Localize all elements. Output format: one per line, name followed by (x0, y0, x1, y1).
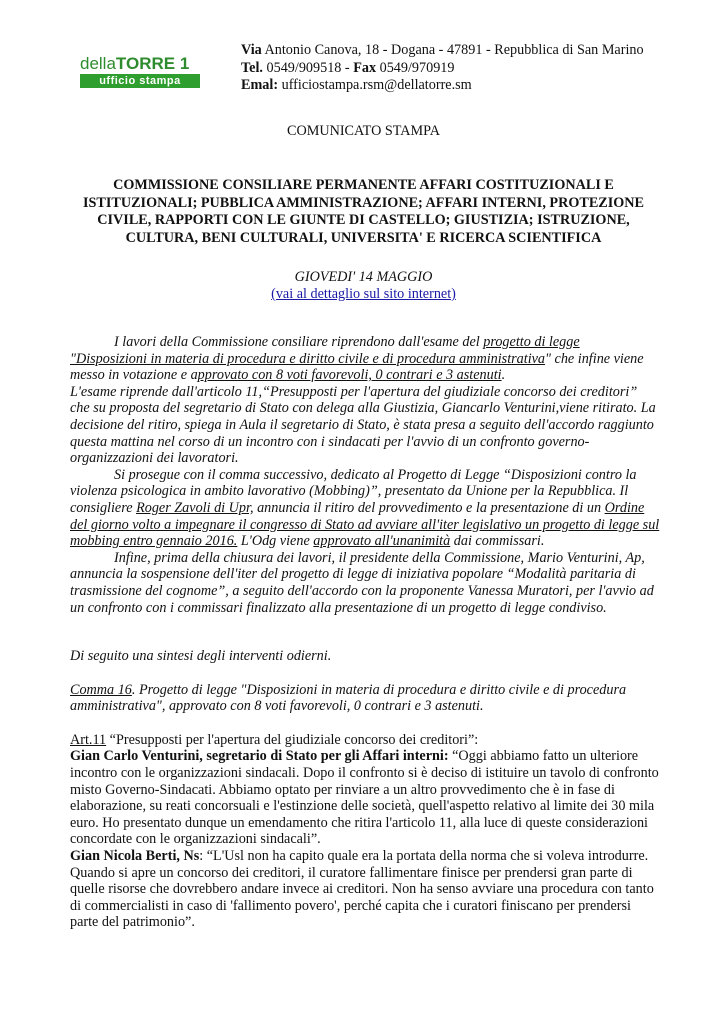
spacer (70, 616, 660, 648)
comma-text: . Progetto di legge "Disposizioni in materia di procedura e diritto civile e di procedura amministrativa", approvato con 8 voti favorevoli, 0 contrari e 3 astenuti. (70, 681, 627, 715)
logo-brand-bold: TORRE 1 (115, 54, 190, 73)
logo-brand-light: della (80, 54, 116, 73)
date-block (70, 269, 657, 303)
article-body (70, 334, 660, 931)
speaker-text: “Oggi abbiamo fatto un ulteriore incontro con le organizzazioni sindacali. Dopo il confronto si è deciso di istituire un tavolo di confronto misto Governo-Sindacati. Abbiamo optato per rinviare a un altro provvedimento che è in fase di elaborazione, su reati concorsuali e l'estinzione delle società, quell'aspetto relativo al limite dei 30 mila euro. Ho presentato dunque un emendamento che ritira l'articolo 11, alla luce di queste considerazioni concordate con le organizzazioni sindacali”. (70, 748, 659, 848)
speaker-name: Gian Carlo Venturini, segretario di Stato per gli Affari interni: (70, 748, 449, 765)
details-link[interactable]: (vai al dettaglio sul sito internet) (271, 286, 456, 302)
speaker-name: Gian Nicola Berti, Ns (70, 848, 200, 865)
p1-text-e: . (501, 367, 506, 384)
comma-paragraph (70, 682, 660, 715)
spacer (70, 665, 660, 682)
paragraph-intro (70, 334, 660, 384)
logo (80, 55, 200, 88)
approval-link[interactable]: pprovato con 8 voti favorevoli, 0 contrari e 3 astenuti (197, 367, 502, 384)
tel-text: 0549/909518 - (262, 59, 354, 76)
logo-subtitle: ufficio stampa (80, 74, 200, 88)
meeting-date: GIOVEDI' 14 MAGGIO (294, 269, 433, 285)
speaker-venturini (70, 748, 660, 848)
email-label: Emal: (241, 77, 279, 93)
unanimity-link[interactable]: approvato all'unanimità (313, 533, 451, 550)
p1-text-c: " che infine viene messo in votazione e a (70, 350, 644, 384)
p3-text-a: Si prosegue con il comma successivo, dedicato al Progetto di Legge “Disposizioni contro la violenza psicologica in ambito lavorativo (Mobbing)”, presentato da Unione per la Repubblica. Il consigliere (70, 466, 637, 516)
document-title: COMMISSIONE CONSILIARE PERMANENTE AFFARI COSTITUZIONALI E ISTITUZIONALI; PUBBLICA AMMINISTRAZIONE; AFFARI INTERNI, PROTEZIONE CIVILE, RAPPORTI CON LE GIUNTE DI CASTELLO; GIUSTIZIA; ISTRUZIONE, CULTURA, BENI CULTURALI, UNIVERSITA' E RICERCA SCIENTIFICA (82, 177, 645, 246)
phone-line (241, 60, 644, 78)
logo-brand (80, 55, 200, 73)
fax-text: 0549/970919 (376, 59, 455, 76)
tel-label: Tel. (241, 59, 263, 76)
paragraph-mobbing (70, 467, 660, 550)
odg-link[interactable]: Ordine del giorno volto a impegnare il congresso di Stato ad avviare all'iter legislativo un progetto di legge sul mobbing entro gennaio 2016. (70, 499, 660, 550)
via-text: Antonio Canova, 18 - Dogana - 47891 - Repubblica di San Marino (261, 42, 644, 58)
via-label: Via (241, 42, 262, 58)
comma-link[interactable]: Comma 16 (70, 681, 132, 698)
bill-link[interactable]: progetto di legge "Disposizioni in materia di procedura e diritto civile e di procedura amministrativa (70, 334, 580, 367)
fax-label: Fax (353, 59, 377, 76)
email-line (241, 77, 644, 95)
article-heading (70, 732, 660, 749)
document-type: COMUNICATO STAMPA (287, 123, 440, 139)
address-line (241, 42, 644, 60)
article-text: “Presupposti per l'apertura del giudiziale concorso dei creditori”: (106, 731, 479, 748)
p1-text-a: I lavori della Commissione consiliare riprendono dall'esame del (114, 334, 484, 350)
paragraph-article-11: L'esame riprende dall'articolo 11,“Presupposti per l'apertura del giudiziale concorso dei creditori” che su proposta del segretario di Stato con delega alla Giustizia, Giancarlo Venturini,viene ritirato. La decisione del ritiro, spiega in Aula il segretario di Stato, è stata presa a seguito dell'accordo raggiunto questa mattina nel corso di un incontro con i sindacati per l'avvio di un confronto governo-organizzazioni dei lavoratori. (70, 383, 656, 467)
speaker-text: : “L'Usl non ha capito quale era la portata della norma che si voleva introdurre. Quando si apre un concorso dei creditori, il curatore fallimentare finisce per prendersi gran parte di quelle risorse che dovrebbero andare invece ai creditori. Non ha senso avviare una procedura con tanto di commercialisti in caso di 'fallimento povero', perché capita che i curatori finiscano per prendersi parte del patrimonio”. (70, 848, 654, 931)
speaker-berti (70, 848, 660, 931)
p3-text-g: dai commissari. (450, 533, 545, 550)
contact-header (241, 42, 644, 95)
summary-intro: Di seguito una sintesi degli interventi odierni. (70, 648, 332, 665)
spacer (70, 715, 660, 732)
paragraph-closing: Infine, prima della chiusura dei lavori, il presidente della Commissione, Mario Venturini, Ap, annuncia la sospensione dell'iter del progetto di legge di iniziativa popolare “Modalità paritaria di trasmissione del cognome”, a seguito dell'accordo con la proponente Vanessa Muratori, per l'avvio ad un confronto con i commissari finalizzato alla presentazione di un progetto di legge condiviso. (70, 549, 654, 616)
zavoli-link[interactable]: Roger Zavoli di Upr, (136, 499, 254, 516)
email-text: ufficiostampa.rsm@dellatorre.sm (278, 77, 472, 93)
p3-text-c: annuncia il ritiro del provvedimento e la presentazione di un (253, 499, 605, 516)
p3-text-e: L'Odg viene (237, 533, 314, 550)
article-link[interactable]: Art.11 (70, 731, 107, 748)
